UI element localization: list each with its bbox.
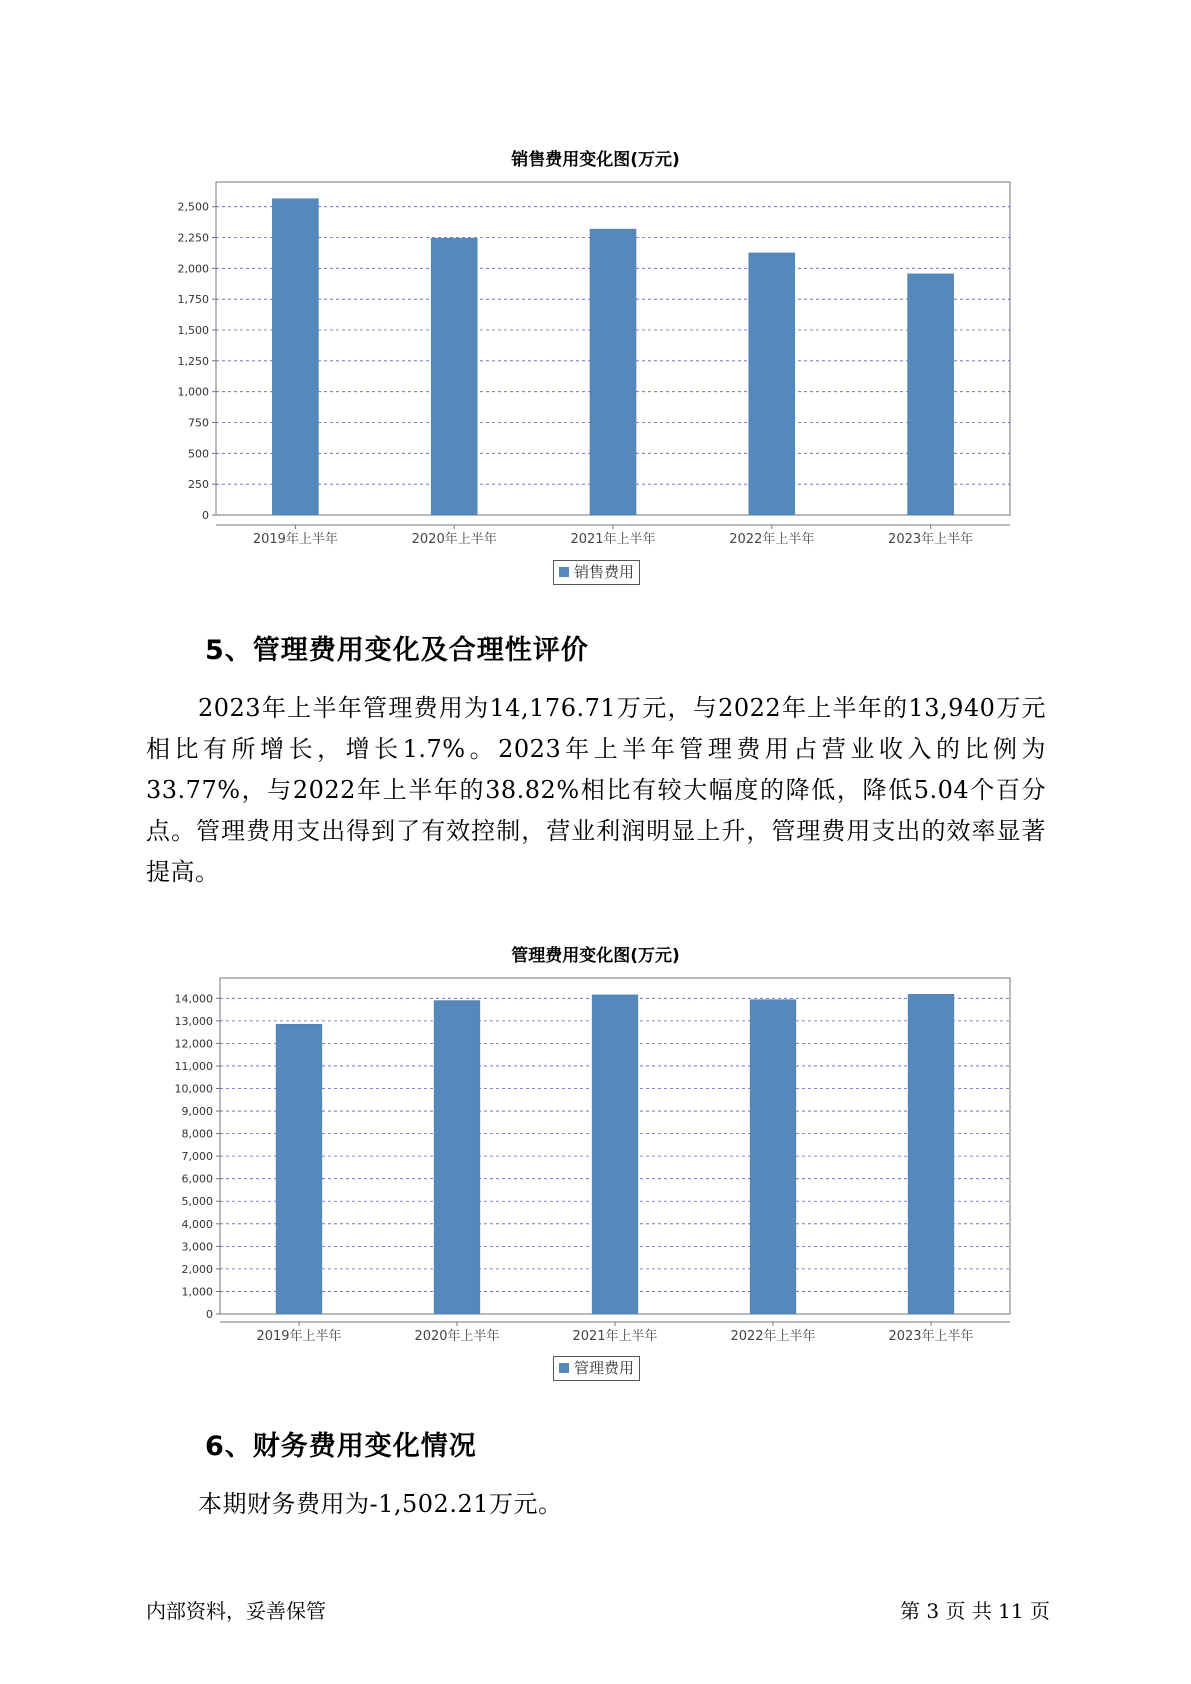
y-tick-label: 250 xyxy=(188,478,209,492)
y-tick-label: 14,000 xyxy=(174,992,213,1006)
sales-chart-legend xyxy=(553,560,640,585)
x-tick-label: 2023年上半年 xyxy=(888,532,974,547)
y-tick-label: 1,000 xyxy=(177,385,209,399)
legend-swatch xyxy=(559,567,569,577)
y-tick-label: 2,000 xyxy=(177,262,209,276)
y-tick-label: 2,500 xyxy=(177,200,209,214)
bar-2020年上半年 xyxy=(434,1001,480,1314)
section-heading-mgmt: 5、管理费用变化及合理性评价 xyxy=(205,635,589,666)
bar-2019年上半年 xyxy=(276,1024,322,1314)
legend-label: 管理费用 xyxy=(574,1359,635,1377)
legend-swatch xyxy=(559,1363,569,1373)
x-tick-label: 2020年上半年 xyxy=(414,1329,500,1344)
y-tick-label: 2,000 xyxy=(181,1262,213,1276)
mgmt-expense-chart xyxy=(0,966,1191,1356)
y-tick-label: 1,500 xyxy=(177,324,209,337)
y-tick-label: 750 xyxy=(188,416,209,430)
mgmt-chart-legend xyxy=(553,1356,640,1381)
footer-left: 内部资料，妥善保管 xyxy=(146,1599,326,1623)
x-tick-label: 2019年上半年 xyxy=(256,1329,342,1344)
y-tick-label: 1,000 xyxy=(181,1285,213,1299)
section-heading-finance: 6、财务费用变化情况 xyxy=(205,1431,477,1462)
bar-2019年上半年 xyxy=(272,199,318,515)
y-tick-label: 500 xyxy=(188,447,209,461)
paragraph-text: 2023年上半年管理费用为14,176.71万元，与2022年上半年的13,940万元相比有所增长，增长1.7%。2023年上半年管理费用占营业收入的比例为33.77%，与2022年上半年的38.82%相比有较大幅度的降低，降低5.04个百分点。管理费用支出得到了有效控制，营业利润明显上升，管理费用支出的效率显著提高。 xyxy=(146,694,1046,886)
bar-2023年上半年 xyxy=(908,994,954,1314)
y-tick-label: 10,000 xyxy=(174,1082,213,1096)
y-tick-label: 9,000 xyxy=(181,1105,213,1119)
y-tick-label: 0 xyxy=(206,1308,213,1321)
y-tick-label: 1,750 xyxy=(177,293,209,307)
y-tick-label: 1,250 xyxy=(177,354,209,368)
legend-label: 销售费用 xyxy=(574,563,635,581)
y-tick-label: 11,000 xyxy=(174,1059,213,1073)
bar-2021年上半年 xyxy=(590,229,636,515)
sales-expense-chart xyxy=(0,170,1191,560)
y-tick-label: 3,000 xyxy=(181,1240,213,1254)
bar-2022年上半年 xyxy=(749,253,795,515)
x-tick-label: 2022年上半年 xyxy=(729,532,815,547)
bar-2023年上半年 xyxy=(908,274,954,515)
bar-2020年上半年 xyxy=(431,238,477,515)
x-tick-label: 2023年上半年 xyxy=(888,1329,974,1344)
x-tick-label: 2022年上半年 xyxy=(730,1329,816,1344)
y-tick-label: 6,000 xyxy=(181,1172,213,1186)
y-tick-label: 12,000 xyxy=(174,1037,213,1051)
bar-2022年上半年 xyxy=(750,1000,796,1314)
y-tick-label: 7,000 xyxy=(181,1150,213,1164)
y-tick-label: 2,250 xyxy=(177,231,209,245)
y-tick-label: 13,000 xyxy=(174,1014,213,1028)
mgmt-chart-title: 管理费用变化图(万元) xyxy=(511,946,680,966)
x-tick-label: 2019年上半年 xyxy=(252,532,338,547)
section-paragraph-mgmt xyxy=(146,688,1046,893)
x-tick-label: 2020年上半年 xyxy=(411,532,497,547)
y-tick-label: 4,000 xyxy=(181,1217,213,1231)
section-paragraph-finance xyxy=(146,1484,1046,1525)
footer-page-number: 第 3 页 共 11 页 xyxy=(900,1599,1050,1623)
y-tick-label: 0 xyxy=(202,509,209,522)
x-tick-label: 2021年上半年 xyxy=(570,532,656,547)
y-tick-label: 5,000 xyxy=(181,1195,213,1209)
bar-2021年上半年 xyxy=(592,995,638,1314)
sales-chart-title: 销售费用变化图(万元) xyxy=(511,150,680,170)
y-tick-label: 8,000 xyxy=(181,1127,213,1141)
paragraph-text: 本期财务费用为-1,502.21万元。 xyxy=(198,1490,563,1518)
x-tick-label: 2021年上半年 xyxy=(572,1329,658,1344)
